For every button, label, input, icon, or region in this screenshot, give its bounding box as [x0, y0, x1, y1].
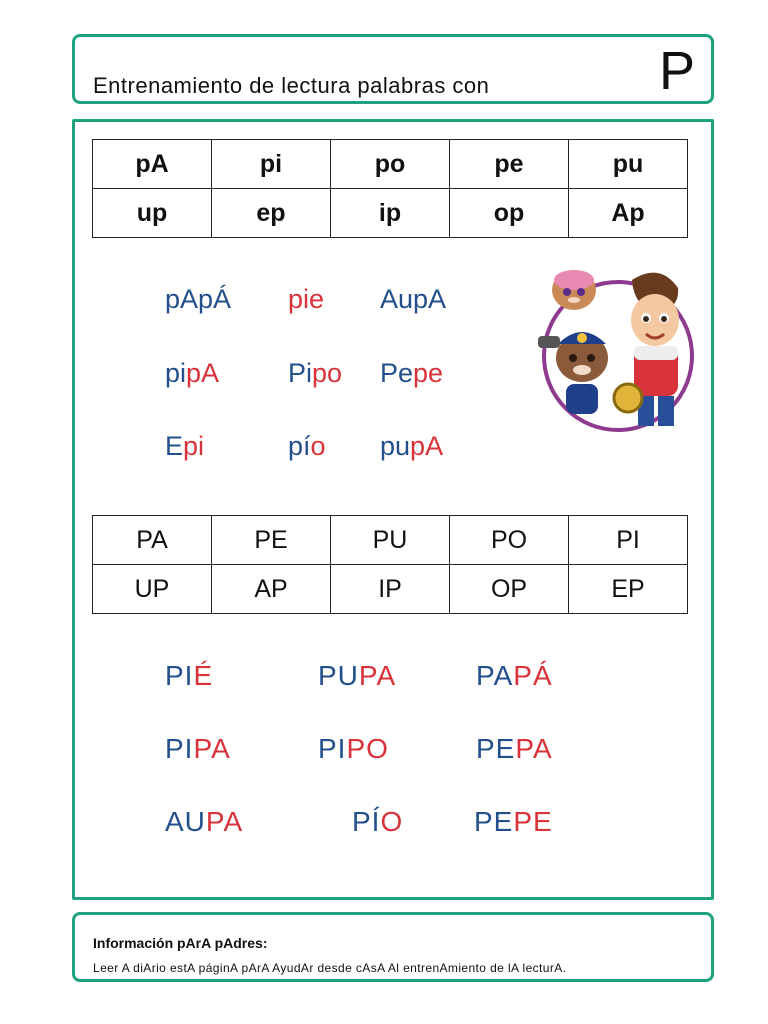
- word-part-1: E: [165, 431, 184, 461]
- table-cell: PA: [93, 516, 212, 565]
- word-part-1: PI: [165, 660, 194, 691]
- word-aupa: [380, 284, 446, 315]
- word-part-2: O: [380, 806, 404, 837]
- syllable-table-uppercase: [92, 515, 688, 614]
- table-cell: Ap: [569, 189, 688, 238]
- table-row: [93, 565, 688, 614]
- word-pipo-upper: [318, 733, 389, 765]
- title-letter: P: [658, 41, 695, 101]
- word-part-1: pie: [288, 284, 325, 314]
- table-cell: AP: [212, 565, 331, 614]
- word-pipa-upper: [165, 733, 231, 765]
- word-part-2: PÁ: [513, 660, 553, 691]
- word-part-2: PA: [358, 660, 397, 691]
- word-pipa: [165, 358, 219, 389]
- table-row: [93, 516, 688, 565]
- table-cell: pi: [212, 140, 331, 189]
- word-part-2: PE: [513, 806, 553, 837]
- word-pie: [288, 284, 324, 315]
- word-pepe: [380, 358, 443, 389]
- table-cell: IP: [331, 565, 450, 614]
- word-pepe-upper: [474, 806, 553, 838]
- word-pupa-upper: [318, 660, 396, 692]
- word-pipo: [288, 358, 342, 389]
- word-part-2: PA: [205, 806, 244, 837]
- table-cell: pe: [450, 140, 569, 189]
- word-part-1: AU: [165, 806, 206, 837]
- word-part-1: PU: [318, 660, 359, 691]
- word-part-2: PA: [515, 733, 553, 764]
- word-part-2: É: [193, 660, 214, 691]
- word-part-1: PA: [476, 660, 514, 691]
- word-part-1: pí: [288, 431, 311, 461]
- word-pio-upper: [352, 806, 403, 838]
- table-cell: po: [331, 140, 450, 189]
- table-cell: OP: [450, 565, 569, 614]
- word-part-1: Pe: [380, 358, 414, 388]
- word-part-2: pi: [183, 431, 205, 461]
- cartoon-characters-badge-icon: [530, 258, 700, 436]
- parent-info-box: [72, 912, 714, 982]
- word-part-2: po: [312, 358, 343, 388]
- table-cell: ep: [212, 189, 331, 238]
- table-row: [93, 189, 688, 238]
- table-cell: op: [450, 189, 569, 238]
- word-epi: [165, 431, 204, 462]
- word-part-1: pu: [380, 431, 411, 461]
- table-cell: PO: [450, 516, 569, 565]
- word-part-1: PE: [474, 806, 514, 837]
- table-cell: EP: [569, 565, 688, 614]
- table-row: [93, 140, 688, 189]
- word-part-1: PI: [318, 733, 347, 764]
- word-part-1: PÍ: [352, 806, 381, 837]
- word-pio: [288, 431, 326, 462]
- word-papa-upper: [476, 660, 553, 692]
- word-papa: [165, 284, 231, 315]
- page-title: Entrenamiento de lectura palabras con: [93, 73, 490, 98]
- info-title: Información pArA pAdres:: [93, 935, 268, 951]
- word-part-2: pe: [413, 358, 444, 388]
- word-part-2: pA: [186, 358, 220, 388]
- table-cell: pA: [93, 140, 212, 189]
- word-part-1: PI: [165, 733, 194, 764]
- word-part-1: pApÁ: [165, 284, 232, 314]
- syllable-table-lowercase: [92, 139, 688, 238]
- word-part-1: PE: [476, 733, 516, 764]
- table-cell: PU: [331, 516, 450, 565]
- word-part-2: pA: [410, 431, 444, 461]
- table-cell: up: [93, 189, 212, 238]
- table-cell: ip: [331, 189, 450, 238]
- table-cell: PI: [569, 516, 688, 565]
- table-cell: PE: [212, 516, 331, 565]
- word-part-1: AupA: [380, 284, 447, 314]
- table-cell: UP: [93, 565, 212, 614]
- table-cell: pu: [569, 140, 688, 189]
- word-part-2: PA: [193, 733, 231, 764]
- title-box: [72, 34, 714, 104]
- word-pie-upper: [165, 660, 213, 692]
- word-part-1: Pi: [288, 358, 313, 388]
- word-part-2: PO: [346, 733, 389, 764]
- word-aupa-upper: [165, 806, 243, 838]
- info-text: Leer A diArio estA páginA pArA AyudAr desde cAsA Al entrenAmiento de lA lecturA.: [93, 961, 567, 975]
- word-pupa: [380, 431, 443, 462]
- word-part-1: pi: [165, 358, 187, 388]
- word-part-2: o: [310, 431, 326, 461]
- word-pepa-upper: [476, 733, 553, 765]
